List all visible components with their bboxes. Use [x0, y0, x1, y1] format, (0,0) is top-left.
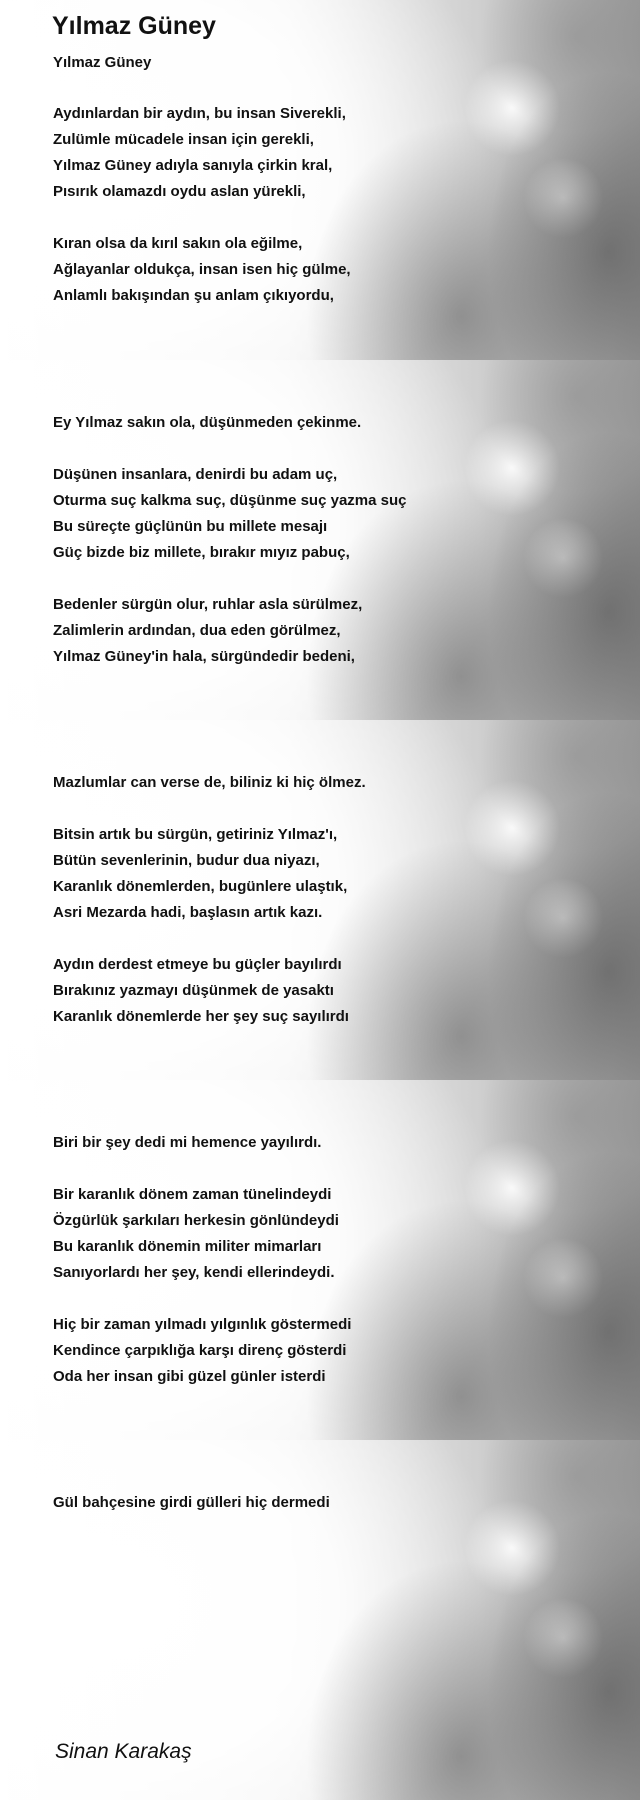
- poem-panel-5: [0, 1440, 640, 1800]
- stanza-gap: [53, 1286, 351, 1312]
- poem-line: Karanlık dönemlerden, bugünlere ulaştık,: [53, 878, 348, 895]
- poem-line: Kendince çarpıklığa karşı direnç gösterdi: [53, 1342, 347, 1359]
- stanza-gap: [53, 1156, 351, 1182]
- poem-panel-1: [0, 0, 640, 360]
- stanza-gap: [53, 436, 406, 462]
- poem-line: Ağlayanlar oldukça, insan isen hiç gülme,: [53, 261, 351, 278]
- stanza-gap: [53, 205, 351, 231]
- poem-line: Gül bahçesine girdi gülleri hiç dermedi: [53, 1494, 330, 1511]
- poem-line: Bedenler sürgün olur, ruhlar asla sürülmez,: [53, 596, 363, 613]
- poem-line: Oda her insan gibi güzel günler isterdi: [53, 1368, 326, 1385]
- poem-line: Zalimlerin ardından, dua eden görülmez,: [53, 622, 341, 639]
- poem-panel-3: [0, 720, 640, 1080]
- poem-lines: [53, 410, 406, 670]
- poem-line: Aydın derdest etmeye bu güçler bayılırdı: [53, 956, 342, 973]
- stanza-gap: [53, 926, 366, 952]
- poem-panel-2: [0, 360, 640, 720]
- poem-subtitle: Yılmaz Güney: [53, 54, 152, 71]
- poem-line: Bütün sevenlerinin, budur dua niyazı,: [53, 852, 320, 869]
- author-signature: Sinan Karakaş: [55, 1740, 192, 1763]
- poem-line: Asri Mezarda hadi, başlasın artık kazı.: [53, 904, 323, 921]
- stanza-gap: [53, 566, 406, 592]
- poem-line: Pısırık olamazdı oydu aslan yürekli,: [53, 183, 306, 200]
- poem-line: Düşünen insanlara, denirdi bu adam uç,: [53, 466, 338, 483]
- poem-line: Ey Yılmaz sakın ola, düşünmeden çekinme.: [53, 414, 362, 431]
- poem-line: Sanıyorlardı her şey, kendi ellerindeydi.: [53, 1264, 335, 1281]
- poem-line: Bu karanlık dönemin militer mimarları: [53, 1238, 322, 1255]
- poem-line: Kıran olsa da kırıl sakın ola eğilme,: [53, 235, 303, 252]
- poem-line: Özgürlük şarkıları herkesin gönlündeydi: [53, 1212, 339, 1229]
- poem-line: Mazlumlar can verse de, biliniz ki hiç ölmez.: [53, 774, 366, 791]
- poem-panel-4: [0, 1080, 640, 1440]
- poem-line: Oturma suç kalkma suç, düşünme suç yazma suç: [53, 492, 407, 509]
- poem-line: Güç bizde biz millete, bırakır mıyız pabuç,: [53, 544, 350, 561]
- poem-title: Yılmaz Güney: [52, 12, 216, 40]
- poem-line: Bir karanlık dönem zaman tünelindeydi: [53, 1186, 332, 1203]
- poem-lines: [53, 1490, 330, 1516]
- poem-lines: [53, 101, 351, 309]
- poem-line: Karanlık dönemlerde her şey suç sayılırdı: [53, 1008, 349, 1025]
- poem-line: Aydınlardan bir aydın, bu insan Siverekli,: [53, 105, 346, 122]
- poem-lines: [53, 1130, 351, 1390]
- poem-lines: [53, 770, 366, 1030]
- poem-line: Bu süreçte güçlünün bu millete mesajı: [53, 518, 328, 535]
- poem-line: Bırakınız yazmayı düşünmek de yasaktı: [53, 982, 334, 999]
- poem-line: Anlamlı bakışından şu anlam çıkıyordu,: [53, 287, 334, 304]
- poem-line: Biri bir şey dedi mi hemence yayılırdı.: [53, 1134, 322, 1151]
- poem-line: Yılmaz Güney adıyla sanıyla çirkin kral,: [53, 157, 333, 174]
- poem-line: Zulümle mücadele insan için gerekli,: [53, 131, 314, 148]
- stanza-gap: [53, 796, 366, 822]
- poem-line: Hiç bir zaman yılmadı yılgınlık göstermedi: [53, 1316, 352, 1333]
- poem-line: Yılmaz Güney'in hala, sürgündedir bedeni,: [53, 648, 355, 665]
- poem-line: Bitsin artık bu sürgün, getiriniz Yılmaz'ı,: [53, 826, 338, 843]
